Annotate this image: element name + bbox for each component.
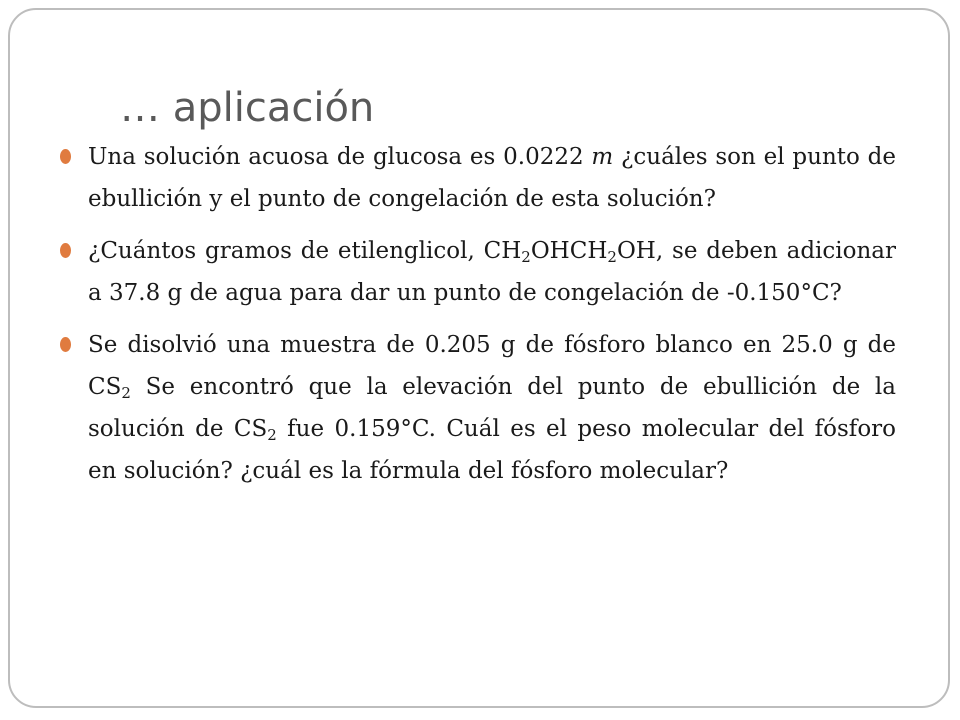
molality-symbol: m [591,144,614,170]
bullet-list [60,136,896,502]
bullet-text: ¿cuáles son el punto de ebullición y el punto de congelación de esta solución? [88,144,896,212]
subscript: 2 [121,384,131,402]
subscript: 2 [607,248,617,266]
bullet-text: Se disolvió una muestra de 0.205 g de fósforo blanco en 25.0 g de CS [88,332,896,400]
subscript: 2 [521,248,531,266]
bullet-text: Se encontró que la elevación del punto de ebullición de la solución de CS [88,374,896,442]
bullet-text: Una solución acuosa de glucosa es 0.0222 [88,144,592,170]
bullet-text: ¿Cuántos gramos de etilenglicol, CH [88,238,522,264]
slide-title: … aplicación [120,85,375,131]
bullet-item-phosphorus [60,324,896,492]
bullet-text: OH, se deben adicionar a 37.8 g de agua para dar un punto de congelación de -0.150°C? [88,238,897,306]
bullet-item-glucose [60,136,896,220]
bullet-text: fue 0.159°C. Cuál es el peso molecular del fósforo en solución? ¿cuál es la fórmula del fósforo molecular? [88,416,897,484]
bullet-item-ethylene-glycol [60,230,896,314]
subscript: 2 [267,426,277,444]
bullet-text: OHCH [530,238,608,264]
